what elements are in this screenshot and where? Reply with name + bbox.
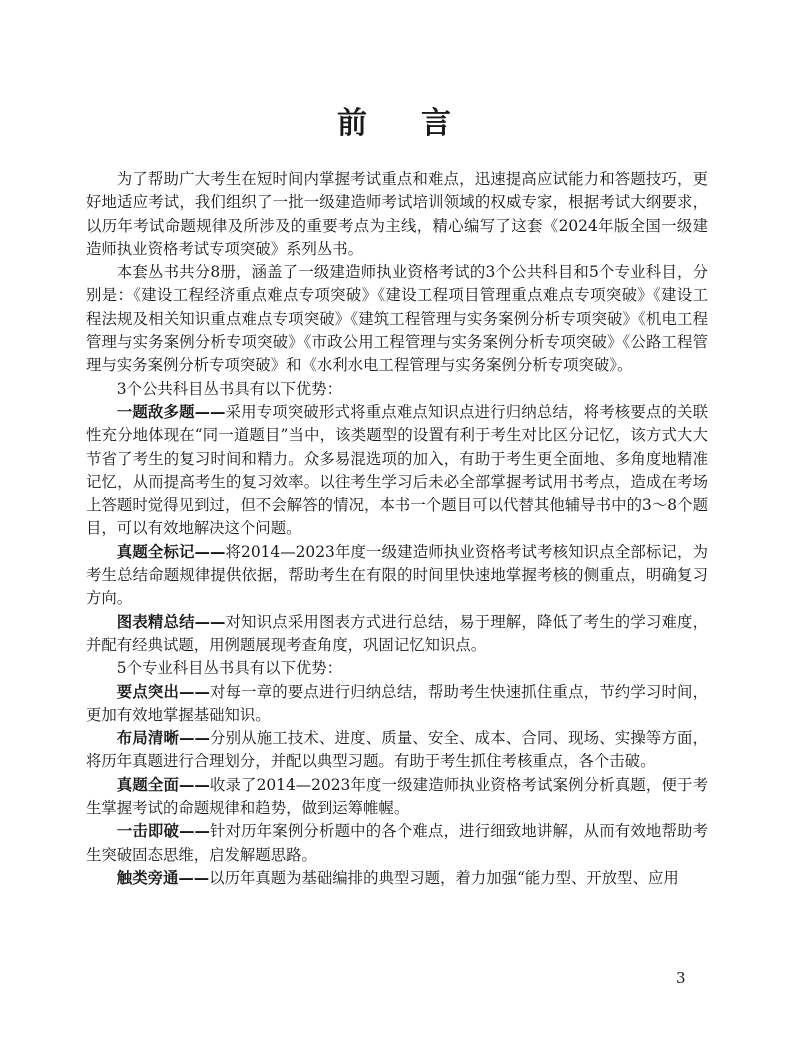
- advantage-lead: 真题全面——: [116, 775, 210, 794]
- page-title: [0, 104, 790, 144]
- paragraph-advantage-7: 一击即破——针对历年案例分析题中的各个难点，进行细致地讲解，从而有效地帮助考生突破固态思维，启发解题思路。: [86, 822, 708, 864]
- preface-body: [86, 168, 708, 890]
- advantage-lead: 布局清晰——: [116, 729, 210, 748]
- advantage-lead: 真题全标记——: [116, 542, 226, 561]
- advantage-lead: 一击即破——: [116, 822, 210, 841]
- advantage-lead: 图表精总结——: [116, 612, 226, 631]
- page-number: 3: [676, 969, 686, 987]
- paragraph-advantage-8: 触类旁通——以历年真题为基础编排的典型习题，着力加强“能力型、开放型、应用: [116, 868, 679, 887]
- paragraph-public-subjects-heading: 3个公共科目丛书具有以下优势：: [116, 379, 343, 398]
- advantage-lead: 触类旁通——: [116, 868, 210, 887]
- paragraph-advantage-4: 要点突出——对每一章的要点进行归纳总结，帮助考生快速抓住重点，节约学习时间，更加有效地掌握基础知识。: [86, 682, 708, 724]
- paragraph-advantage-3: 图表精总结——对知识点采用图表方式进行总结，易于理解，降低了考生的学习难度，并配有经典试题，用例题展现考查角度，巩固记忆知识点。: [86, 612, 708, 654]
- paragraph-advantage-2: 真题全标记——将2014—2023年度一级建造师执业资格考试考核知识点全部标记，为考生总结命题规律提供依据，帮助考生在有限的时间里快速地掌握考核的侧重点，明确复习方向。: [86, 542, 708, 608]
- advantage-lead: 一题敌多题——: [116, 402, 226, 421]
- paragraph-advantage-6: 真题全面——收录了2014—2023年度一级建造师执业资格考试案例分析真题，便于考生掌握考试的命题规律和趋势，做到运筹帷幄。: [86, 775, 708, 818]
- paragraph-professional-subjects-heading: 5个专业科目丛书具有以下优势：: [116, 659, 343, 678]
- paragraph-series-list: 本套丛书共分8册，涵盖了一级建造师执业资格考试的3个公共科目和5个专业科目，分别是：《建设工程经济重点难点专项突破》《建设工程项目管理重点难点专项突破》《建设工程法规及相关知识重点难点专项突破》《建筑工程管理与实务案例分析专项突破》《机电工程管理与实务案例分析专项突破》《市政公用工程管理与实务案例分析专项突破》《公路工程管理与实务案例分析专项突破》和《水利水电工程管理与实务案例分析专项突破》。: [86, 263, 708, 375]
- title-char-1: 前: [337, 106, 369, 141]
- paragraph-intro: 为了帮助广大考生在短时间内掌握考试重点和难点，迅速提高应试能力和答题技巧，更好地适应考试，我们组织了一批一级建造师考试培训领域的权威专家，根据考试大纲要求，以历年考试命题规律及所涉及的重要考点为主线，精心编写了这套《2024年版全国一级建造师执业资格考试专项突破》系列丛书。: [86, 170, 708, 258]
- paragraph-advantage-5: 布局清晰——分别从施工技术、进度、质量、安全、成本、合同、现场、实操等方面，将历年真题进行合理划分，并配以典型习题。有助于考生抓住考核重点，各个击破。: [86, 729, 708, 771]
- advantage-lead: 要点突出——: [116, 682, 210, 701]
- title-char-2: 言: [421, 106, 453, 141]
- paragraph-advantage-1: 一题敌多题——采用专项突破形式将重点难点知识点进行归纳总结，将考核要点的关联性充分地体现在“同一道题目”当中，该类题型的设置有利于考生对比区分记忆，该方式大大节省了考生的复习时间和精力。众多易混选项的加入，有助于考生更全面地、多角度地精准记忆，从而提高考生的复习效率。以往考生学习后未必全部掌握考试用书考点，造成在考场上答题时觉得见到过，但不会解答的情况，本书一个题目可以代替其他辅导书中的3～8个题目，可以有效地解决这个问题。: [86, 402, 708, 538]
